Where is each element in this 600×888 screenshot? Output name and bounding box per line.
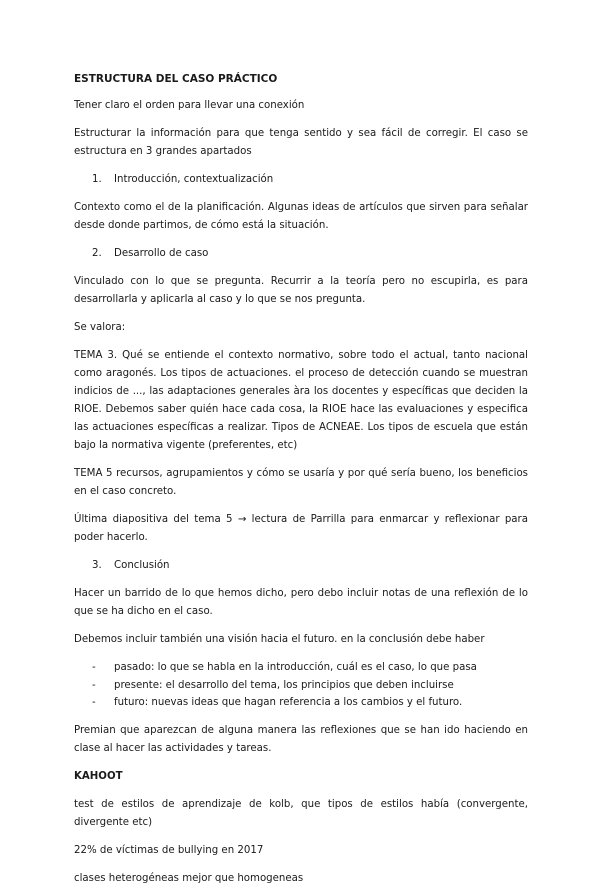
bullet-marker: - [92, 697, 96, 708]
numbered-item [74, 557, 528, 575]
paragraph: 22% de víctimas de bullying en 2017 [74, 844, 264, 856]
list-item-text: futuro: nuevas ideas que hagan referencia a los cambios y el futuro. [114, 697, 463, 708]
paragraph: Estructurar la información para que tenga sentido y sea fácil de corregir. El caso se estructura en 3 grandes apartados [74, 128, 528, 157]
paragraph: Vinculado con lo que se pregunta. Recurrir a la teoría pero no escupirla, es para desarrollarla y aplicarla al caso y lo que se nos pregunta. [74, 276, 528, 305]
bullet-marker: - [92, 679, 96, 691]
item-text: Desarrollo de caso [114, 248, 209, 259]
section-heading-kahoot: KAHOOT [74, 770, 123, 782]
list-item [74, 677, 528, 695]
paragraph: Contexto como el de la planificación. Algunas ideas de artículos que sirven para señalar desde donde partimos, de cómo está la situación. [74, 202, 528, 231]
paragraph: Premian que aparezcan de alguna manera las reflexiones que se han ido haciendo en clase al hacer las actividades y tareas. [74, 724, 528, 754]
numbered-item [74, 171, 528, 189]
item-number: 2. [92, 248, 102, 259]
item-text: Conclusión [114, 560, 170, 571]
paragraph: Última diapositiva del tema 5 → lectura de Parrilla para enmarcar y reflexionar para poder hacerlo. [74, 514, 528, 543]
paragraph: Debemos incluir también una visión hacia el futuro. en la conclusión debe haber [74, 634, 485, 645]
item-text: Introducción, contextualización [114, 174, 274, 185]
list-item-text: presente: el desarrollo del tema, los principios que deben incluirse [114, 679, 454, 691]
document-title: ESTRUCTURA DEL CASO PRÁCTICO [74, 73, 278, 85]
list-item [74, 694, 528, 712]
paragraph: Se valora: [74, 322, 126, 333]
item-number: 3. [92, 560, 102, 571]
paragraph: Hacer un barrido de lo que hemos dicho, pero debo incluir notas de una reflexión de lo que se ha dicho en el caso. [74, 588, 528, 617]
paragraph: Tener claro el orden para llevar una conexión [74, 100, 305, 111]
list-item [74, 659, 528, 677]
paragraph: TEMA 5 recursos, agrupamientos y cómo se usaría y por qué sería bueno, los beneficios en el caso concreto. [74, 468, 528, 497]
paragraph: test de estilos de aprendizaje de kolb, que tipos de estilos había (convergente, divergente etc) [74, 798, 528, 828]
numbered-item [74, 245, 528, 263]
list-item-text: pasado: lo que se habla en la introducción, cuál es el caso, lo que pasa [114, 662, 477, 673]
paragraph: TEMA 3. Qué se entiende el contexto normativo, sobre todo el actual, tanto nacional como aragonés. Los tipos de actuaciones. el proceso de detección cuando se muestran indicios de ..., las adaptaciones generales àra los docentes y específicas que deciden la RIOE. Debemos saber quién hace cada cosa, la RIOE hace las evaluaciones y especifica las actuaciones específicas a realizar. Tipos de ACNEAE. Los tipos de escuela que están bajo la normativa vigente (preferentes, etc) [74, 350, 528, 451]
bullet-list [74, 659, 528, 712]
item-number: 1. [92, 174, 102, 185]
bullet-marker: - [92, 662, 96, 673]
paragraph: clases heterogéneas mejor que homogeneas [74, 872, 304, 884]
